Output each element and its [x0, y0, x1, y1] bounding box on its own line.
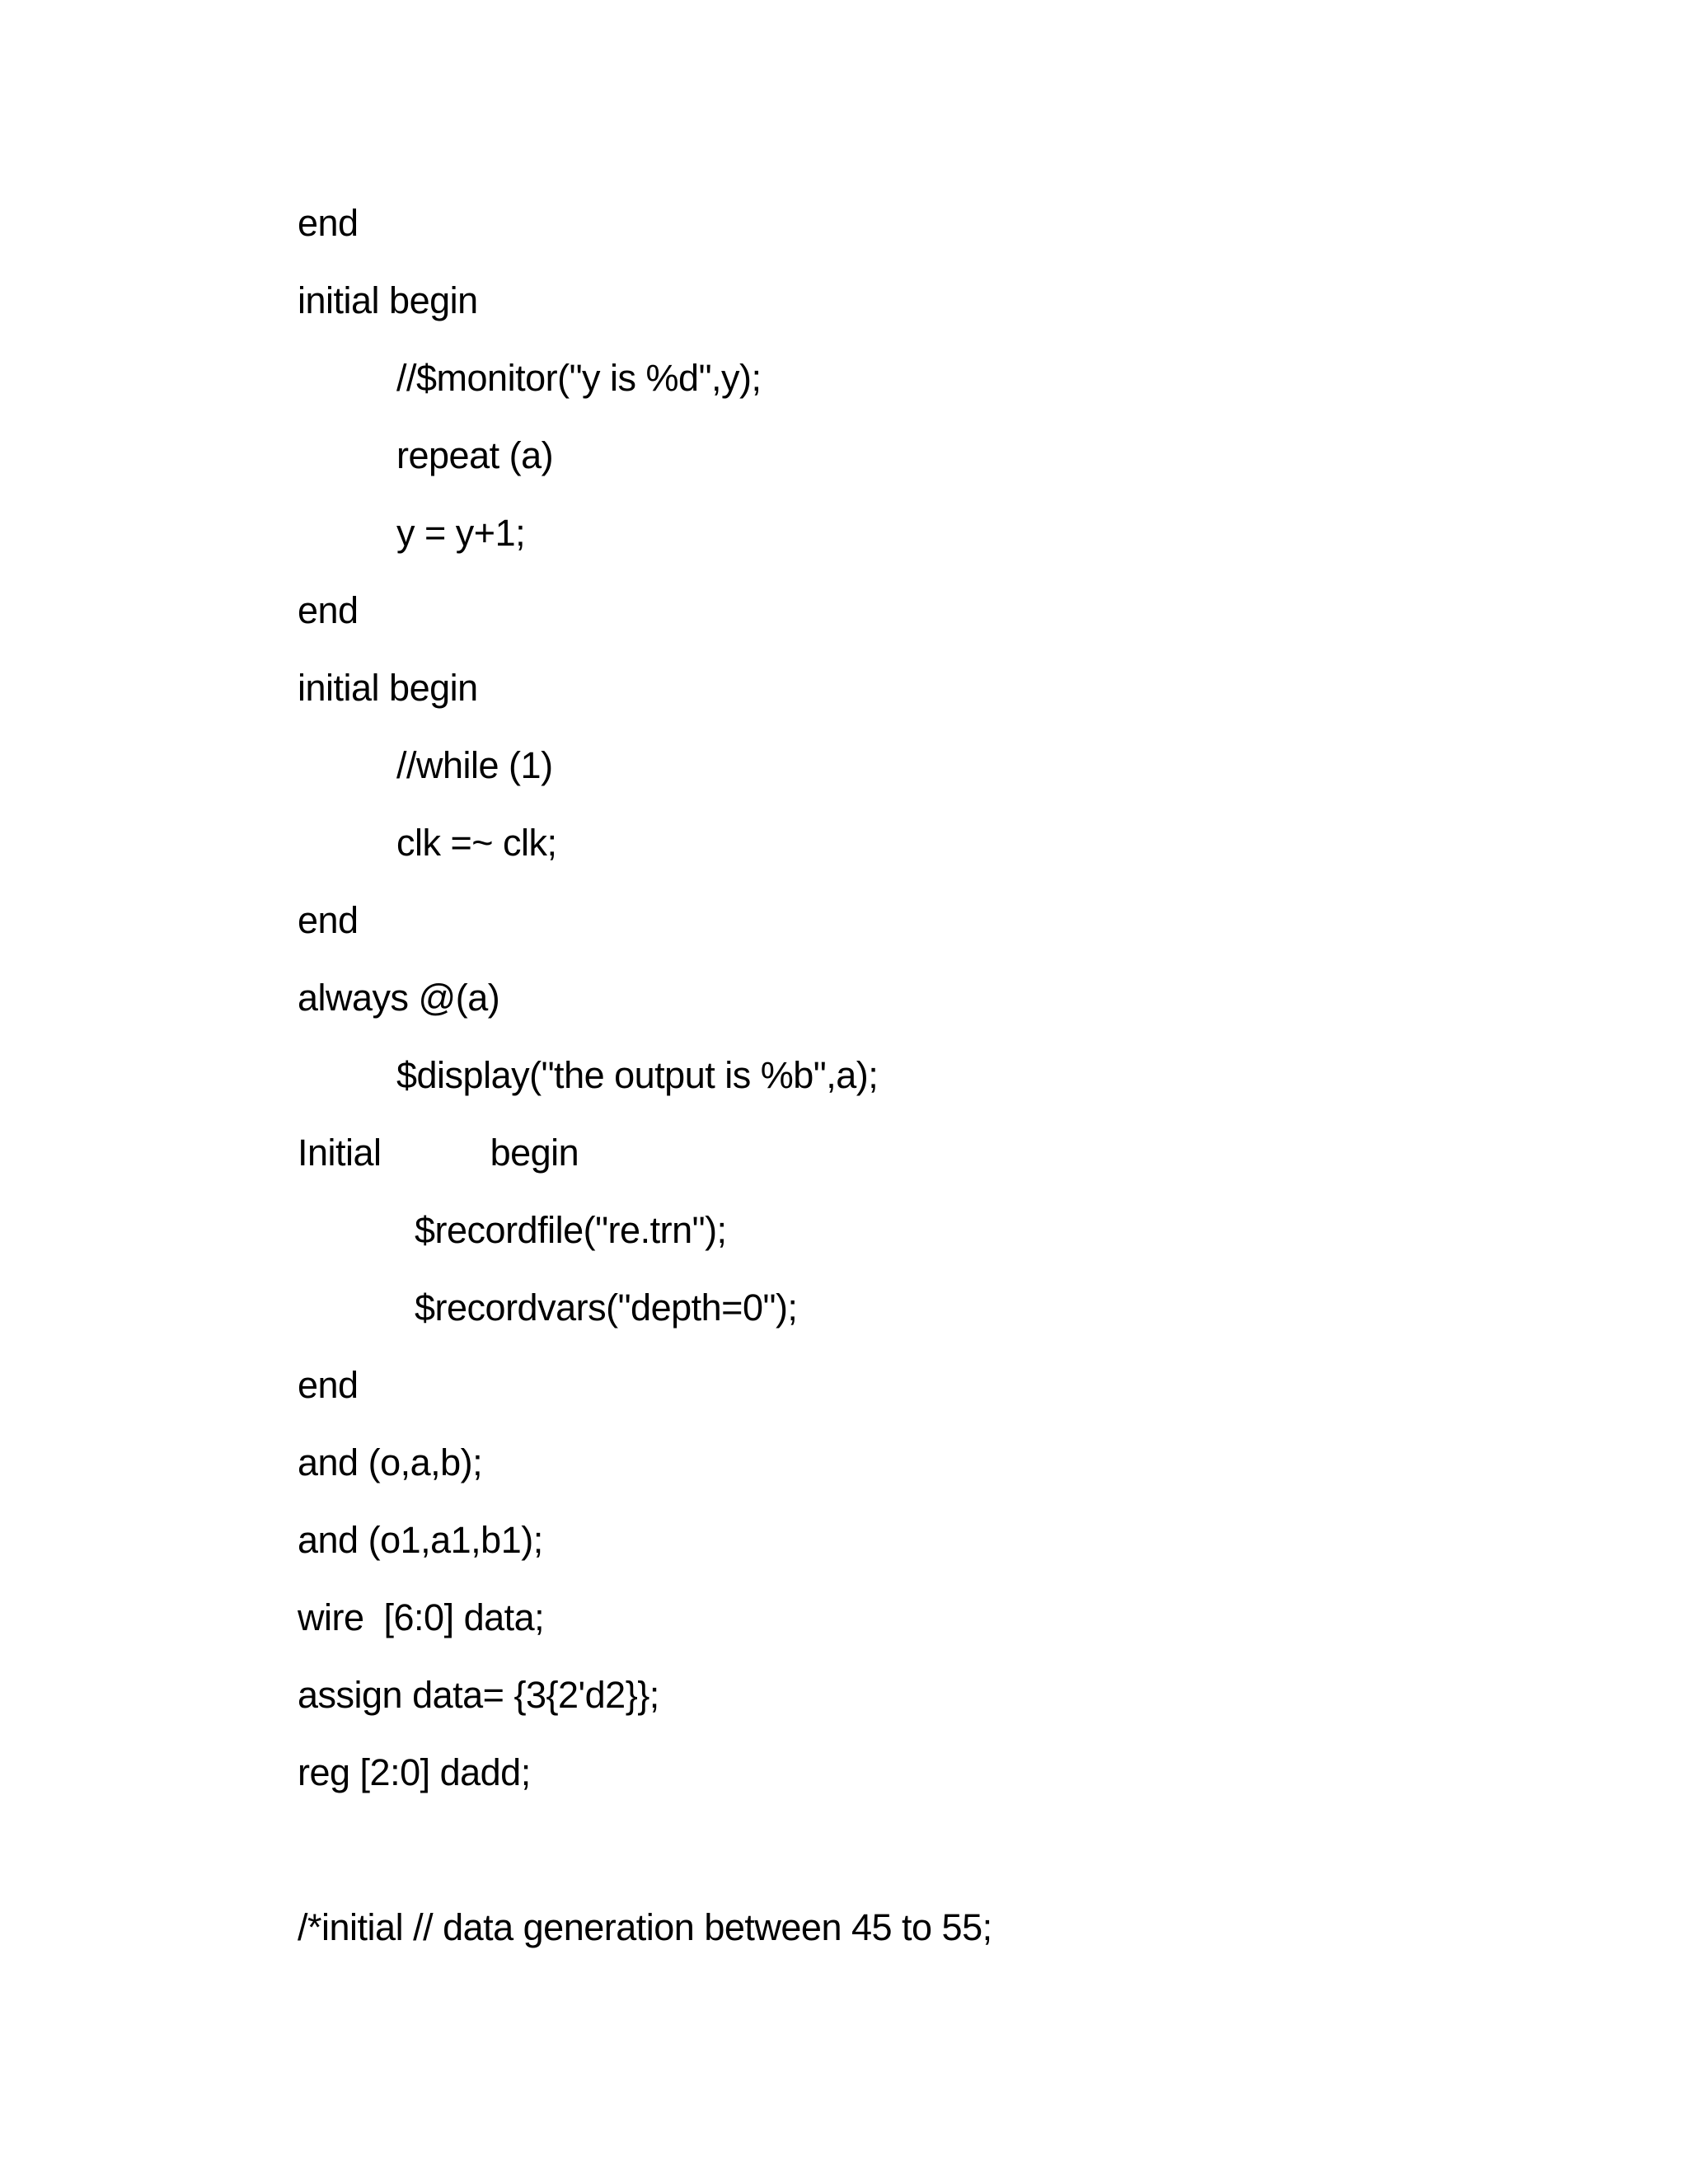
code-line: end: [298, 202, 359, 244]
code-line: wire [6:0] data;: [298, 1596, 545, 1638]
code-line: initial begin: [298, 279, 478, 321]
code-line: repeat (a): [396, 434, 554, 476]
code-line: end: [298, 589, 359, 631]
code-line: end: [298, 899, 359, 941]
code-line: $display("the output is %b",a);: [396, 1054, 879, 1096]
code-line: clk =~ clk;: [396, 822, 557, 864]
code-line: /*initial // data generation between 45 to 55;: [298, 1906, 992, 1948]
code-line: and (o,a,b);: [298, 1441, 483, 1483]
code-line: $recordfile("re.trn");: [415, 1209, 727, 1251]
code-line: end: [298, 1364, 359, 1406]
code-line: and (o1,a1,b1);: [298, 1519, 543, 1561]
code-line: always @(a): [298, 977, 500, 1019]
code-line: assign data= {3{2'd2}};: [298, 1674, 659, 1716]
code-line: reg [2:0] dadd;: [298, 1751, 531, 1793]
code-line: initial begin: [298, 667, 478, 709]
code-line: $recordvars("depth=0");: [415, 1286, 798, 1329]
code-line: y = y+1;: [396, 512, 526, 554]
code-line: //while (1): [396, 744, 553, 786]
code-line: Initial begin: [298, 1132, 579, 1174]
code-line: //$monitor("y is %d",y);: [396, 357, 762, 399]
